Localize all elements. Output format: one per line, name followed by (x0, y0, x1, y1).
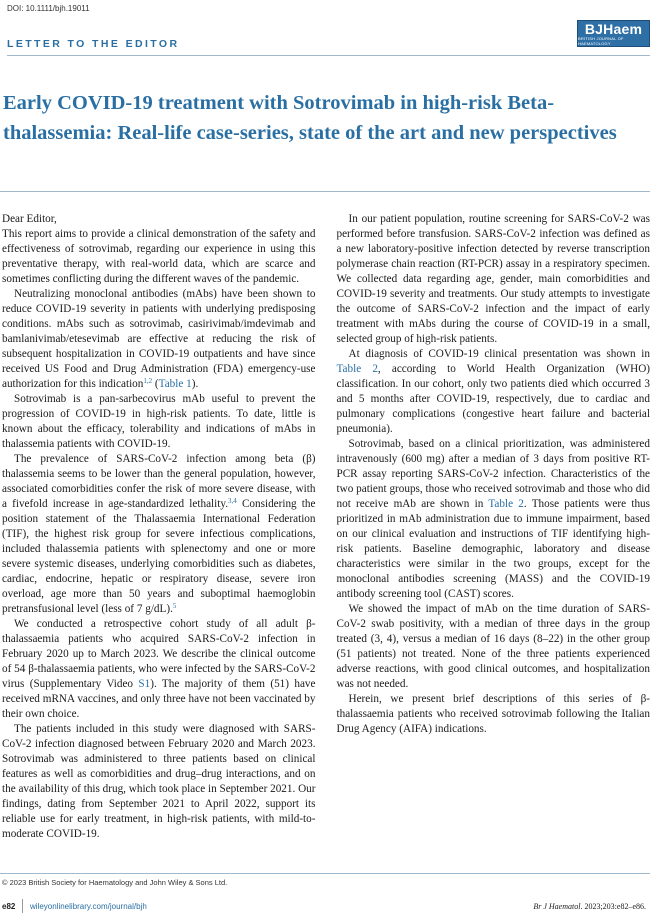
article-title: Early COVID-19 treatment with Sotrovimab in high-risk Beta-thalassemia: Real-life case-series, state of the art and new perspectives (3, 92, 617, 144)
footer-divider (0, 873, 650, 874)
paragraph-9 (337, 437, 650, 602)
journal-url-link[interactable]: wileyonlinelibrary.com/journal/bjh (30, 902, 147, 911)
citation-journal-name: Br J Haematol (533, 902, 581, 911)
paragraph-5 (2, 617, 316, 722)
title-divider (0, 191, 650, 192)
logo-subtitle: BRITISH JOURNAL OF HAEMATOLOGY (578, 35, 624, 46)
section-label: LETTER TO THE EDITOR (7, 38, 180, 50)
logo-wordmark: BJHaem (584, 20, 643, 37)
table-2-link[interactable]: Table 2 (336, 363, 378, 375)
paragraph-8-text-b: , according to World Health Organization (WHO) classification. In our cohort, only two patients died which occurred 3 and 5 months after COVID-19, respectively, due to cardiac and pulmonary complications (congestive heart failure and bacterial pneumonia). (336, 363, 650, 435)
paragraph-8 (337, 347, 650, 437)
paragraph-5-text-b: ). The majority of them (51) have received mRNA vaccines, and only three have not been vaccinated by their own choice. (2, 678, 316, 720)
paragraph-4-text-b: Considering the position statement of the Thalassaemia International Federation (TIF), the highest risk group for severe infectious complications, included thalassemia patients with splenectomy and one or more severe systemic diseases, underlying comorbidities such as diabetes, cardiac, endocrine, hepatic or respiratory disease, severe iron overload, age more than 50 years and suboptimal haemoglobin pretransfusional level (less of 7 g/dL). (2, 498, 316, 615)
paragraph-4-text-a: The prevalence of SARS-CoV-2 infection among beta (β) thalassemia seems to be lower than the general population, however, associated comorbidities confer the risk of more severe disease, with a fivefold increase in age-standardized lethality. (2, 453, 316, 510)
paragraph-8-text-a: At diagnosis of COVID-19 clinical presentation was shown in (348, 348, 650, 360)
journal-citation (533, 902, 646, 911)
reference-3-4[interactable]: 3,4 (228, 497, 237, 505)
paragraph-2: Neutralizing monoclonal antibodies (mAbs) have been shown to reduce COVID-19 severity in patients with underlying predisposing conditions. mAbs such as sotrovimab, casirivimab/imdevimab and bamlanivimab/etesevimab are effective at reducing the risk of subsequent hospitalization in COVID-19 outpatients and have since received US Food and Drug Administration (FDA) emergency-use authorization for this indication$^{1,2}$ (Table 1). (2, 288, 316, 390)
header-divider (7, 55, 650, 56)
page-number: e82 (2, 902, 16, 911)
paragraph-3: Sotrovimab is a pan-sarbecovirus mAb useful to prevent the progression of COVID-19 in high-risk patients. To date, little is known about the efficacy, tolerability and indications of mAbs in thalassemia patients with COVID-19. (2, 393, 316, 450)
page-number-divider (22, 899, 23, 913)
copyright-notice: © 2023 British Society for Haematology and John Wiley & Sons Ltd. (2, 878, 228, 887)
paragraph-4 (2, 452, 316, 617)
table-1-link[interactable]: Table 1 (158, 378, 192, 390)
paragraph-10: We showed the impact of mAb on the time duration of SARS-CoV-2 swab positivity, with a median of three days in the group treated (3, 4), versus a median of 16 days (8–22) in the other group (51 patients) not treated. None of the three patients experienced adverse reactions, with good clinical outcomes, and hospitalization was not needed. (336, 603, 650, 690)
reference-1-2[interactable]: 1,2 (143, 377, 153, 385)
paragraph-7: In our patient population, routine screening for SARS-CoV-2 was performed before transfusion. SARS-CoV-2 infection was defined as a new laboratory-positive infection detected by reverse transcription polymerase chain reaction (RT-PCR) assay in a respiratory specimen. We collected data regarding age, gender, main comorbidities and COVID-19 severity and treatments. Our study attempts to investigate the outcome of SARS-CoV-2 infection and the impact of early treatment with mAbs during the course of COVID-19 in a small, selected group of high-risk patients. (336, 213, 650, 345)
table-2-link-second[interactable]: Table 2 (488, 498, 524, 510)
journal-logo (577, 20, 650, 47)
paragraph-5-text-a: We conducted a retrospective cohort study of all adult β-thalassaemia patients who acquired SARS-CoV-2 infection in February 2020 up to March 2023. We describe the clinical outcome of 54 β-thalassaemia patients, who were infected by the SARS-CoV-2 virus (Supplementary Video (2, 618, 316, 690)
paragraph-11: Herein, we present brief descriptions of this series of β-thalassaemia patients who received sotrovimab following the Italian Drug Agency (AIFA) indications. (336, 693, 650, 735)
citation-details: . 2023;203:e82–e86. (580, 902, 646, 911)
paragraph-6: The patients included in this study were diagnosed with SARS-CoV-2 infection diagnosed between February 2020 and March 2023. Sotrovimab was administered to three patients based on clinical features as well as comorbidities and drug–drug interactions, and on the availability of this drug, which took place in September 2021. Our findings, dating from September 2021 to April 2022, support its reliable use for early treatment, in high-risk patients, with mild-to-moderate COVID-19. (2, 723, 316, 840)
paragraph-9-text-a: Sotrovimab, based on a clinical prioritization, was administered intravenously (600 mg) after a median of 3 days from positive RT-PCR assay reporting SARS-CoV-2 infection. Characteristics of the two patient groups, those who received sotrovimab and those who did not receive mAb are shown in (336, 438, 650, 510)
paragraph-1: This report aims to provide a clinical demonstration of the safety and effectiveness of sotrovimab, regarding our experience in using this preventative therapy, with real-world data, which are scarce and sometimes conflicting during the different waves of the pandemic. (2, 228, 316, 285)
doi-text: DOI: 10.1111/bjh.19011 (7, 4, 90, 13)
salutation: Dear Editor, (2, 213, 57, 225)
video-s1-link[interactable]: S1 (138, 678, 151, 690)
paragraph-2-text: Neutralizing monoclonal antibodies (mAbs) have been shown to reduce COVID-19 severity in patients with underlying predisposing conditions. mAbs such as sotrovimab, casirivimab/imdevimab and bamlanivimab/etesevimab are effective at reducing the risk of subsequent hospitalization in COVID-19 outpatients and have since received US Food and Drug Administration (FDA) emergency-use authorization for this indication (2, 288, 316, 390)
paragraph-9-text-b: . Those patients were thus prioritized in mAb administration due to immune impairment, based on our clinical evaluation and instructions of TIF identifying high-risk patients. Baseline demographic, laboratory and disease characteristics were similar in the two groups, except for the monoclonal antibodies screening (MASS) and the COVID-19 antibody screening tool (CAST) scores. (336, 498, 650, 600)
reference-5[interactable]: 5 (172, 602, 177, 610)
article-body (2, 212, 650, 866)
